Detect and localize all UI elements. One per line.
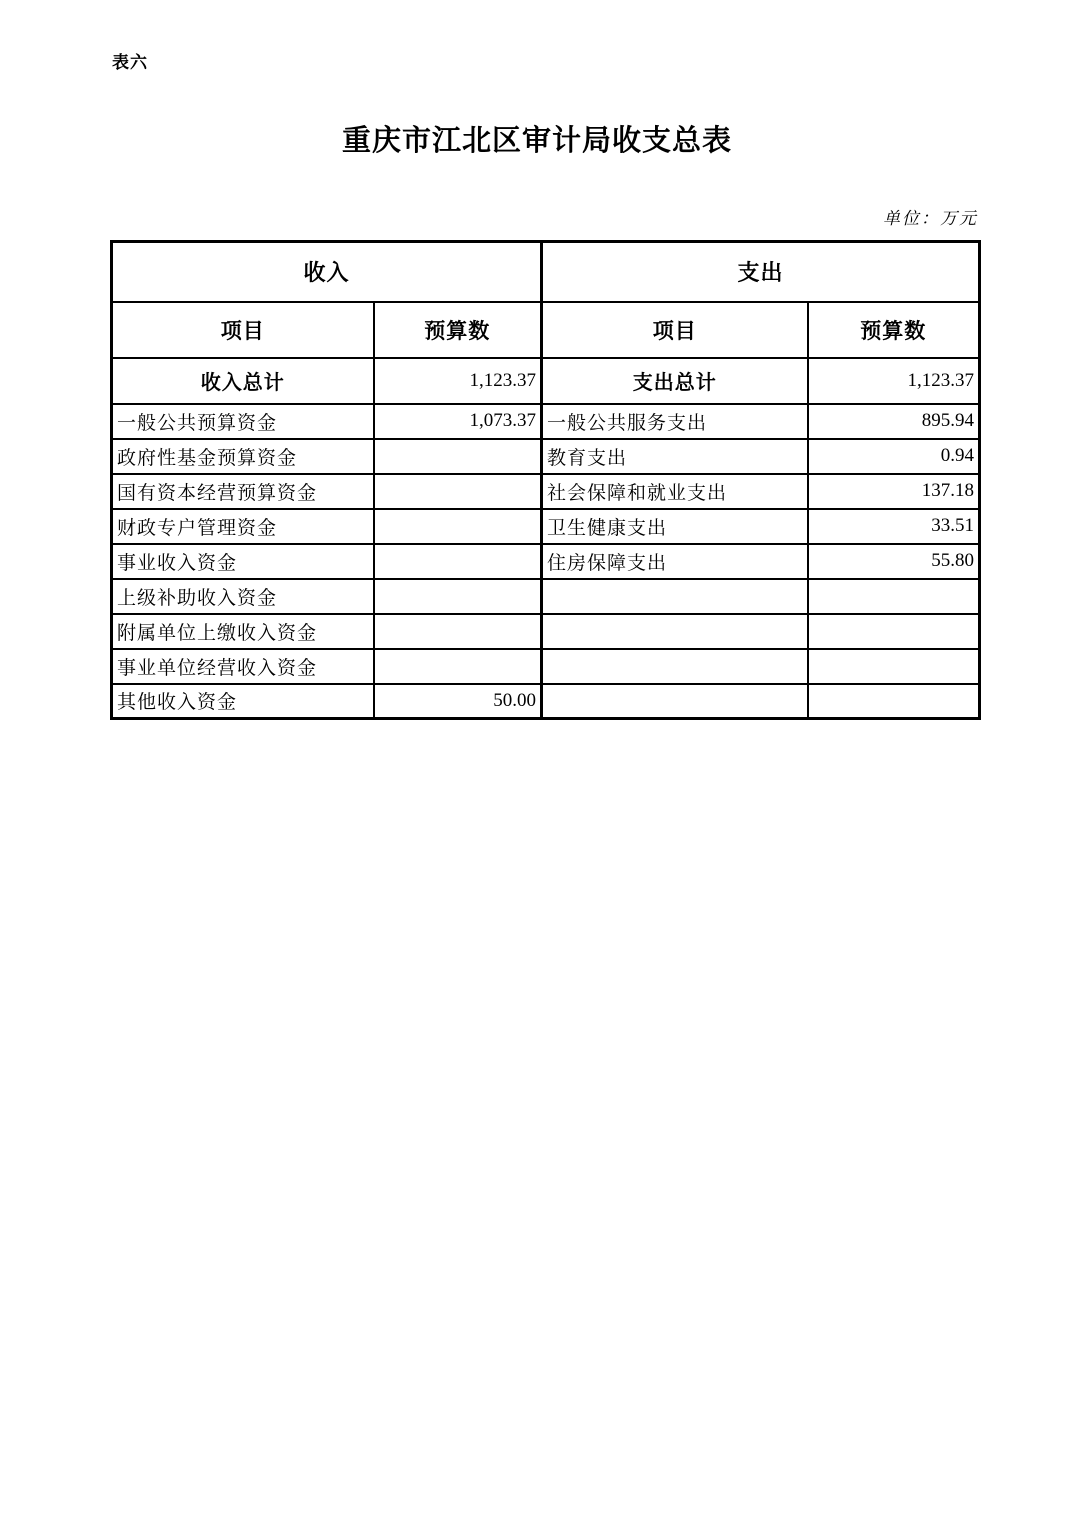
table-row (112, 509, 980, 544)
income-value-cell (374, 614, 542, 649)
expense-section-header: 支出 (542, 242, 980, 302)
expense-item-column-header: 项目 (542, 302, 808, 358)
expense-item-cell (542, 579, 808, 614)
income-value-cell (374, 509, 542, 544)
expense-value-cell (808, 684, 980, 719)
table-row (112, 404, 980, 439)
income-item-column-header: 项目 (112, 302, 374, 358)
income-item-cell: 事业收入资金 (112, 544, 374, 579)
expense-item-cell (542, 649, 808, 684)
income-total-value: 1,123.37 (374, 358, 542, 404)
section-header-row (112, 242, 980, 302)
table-row (112, 684, 980, 719)
income-value-cell (374, 439, 542, 474)
expense-value-cell: 55.80 (808, 544, 980, 579)
income-value-cell (374, 474, 542, 509)
total-row (112, 358, 980, 404)
expense-value-cell (808, 614, 980, 649)
expense-item-cell (542, 614, 808, 649)
expense-value-cell (808, 649, 980, 684)
table-row (112, 579, 980, 614)
table-row (112, 649, 980, 684)
table-row (112, 439, 980, 474)
table-number-label: 表六 (112, 53, 148, 72)
expense-value-cell: 0.94 (808, 439, 980, 474)
expense-value-cell: 137.18 (808, 474, 980, 509)
income-value-cell (374, 649, 542, 684)
income-item-cell: 附属单位上缴收入资金 (112, 614, 374, 649)
expense-item-cell (542, 684, 808, 719)
income-item-cell: 政府性基金预算资金 (112, 439, 374, 474)
unit-note: 单位：万元 (883, 209, 978, 228)
expense-value-cell (808, 579, 980, 614)
budget-table (110, 240, 981, 720)
income-item-cell: 事业单位经营收入资金 (112, 649, 374, 684)
income-value-cell (374, 579, 542, 614)
income-budget-column-header: 预算数 (374, 302, 542, 358)
income-total-label: 收入总计 (112, 358, 374, 404)
income-section-header: 收入 (112, 242, 542, 302)
expense-item-cell: 社会保障和就业支出 (542, 474, 808, 509)
expense-item-cell: 卫生健康支出 (542, 509, 808, 544)
column-header-row (112, 302, 980, 358)
income-value-cell: 1,073.37 (374, 404, 542, 439)
table-row (112, 544, 980, 579)
expense-total-value: 1,123.37 (808, 358, 980, 404)
income-item-cell: 上级补助收入资金 (112, 579, 374, 614)
page-title: 重庆市江北区审计局收支总表 (341, 125, 732, 157)
income-value-cell (374, 544, 542, 579)
income-item-cell: 国有资本经营预算资金 (112, 474, 374, 509)
table-row (112, 474, 980, 509)
income-item-cell: 财政专户管理资金 (112, 509, 374, 544)
expense-value-cell: 33.51 (808, 509, 980, 544)
table-body (112, 358, 980, 719)
expense-item-cell: 教育支出 (542, 439, 808, 474)
expense-item-cell: 一般公共服务支出 (542, 404, 808, 439)
expense-value-cell: 895.94 (808, 404, 980, 439)
income-item-cell: 一般公共预算资金 (112, 404, 374, 439)
table-row (112, 614, 980, 649)
expense-budget-column-header: 预算数 (808, 302, 980, 358)
expense-total-label: 支出总计 (542, 358, 808, 404)
income-item-cell: 其他收入资金 (112, 684, 374, 719)
expense-item-cell: 住房保障支出 (542, 544, 808, 579)
income-value-cell: 50.00 (374, 684, 542, 719)
